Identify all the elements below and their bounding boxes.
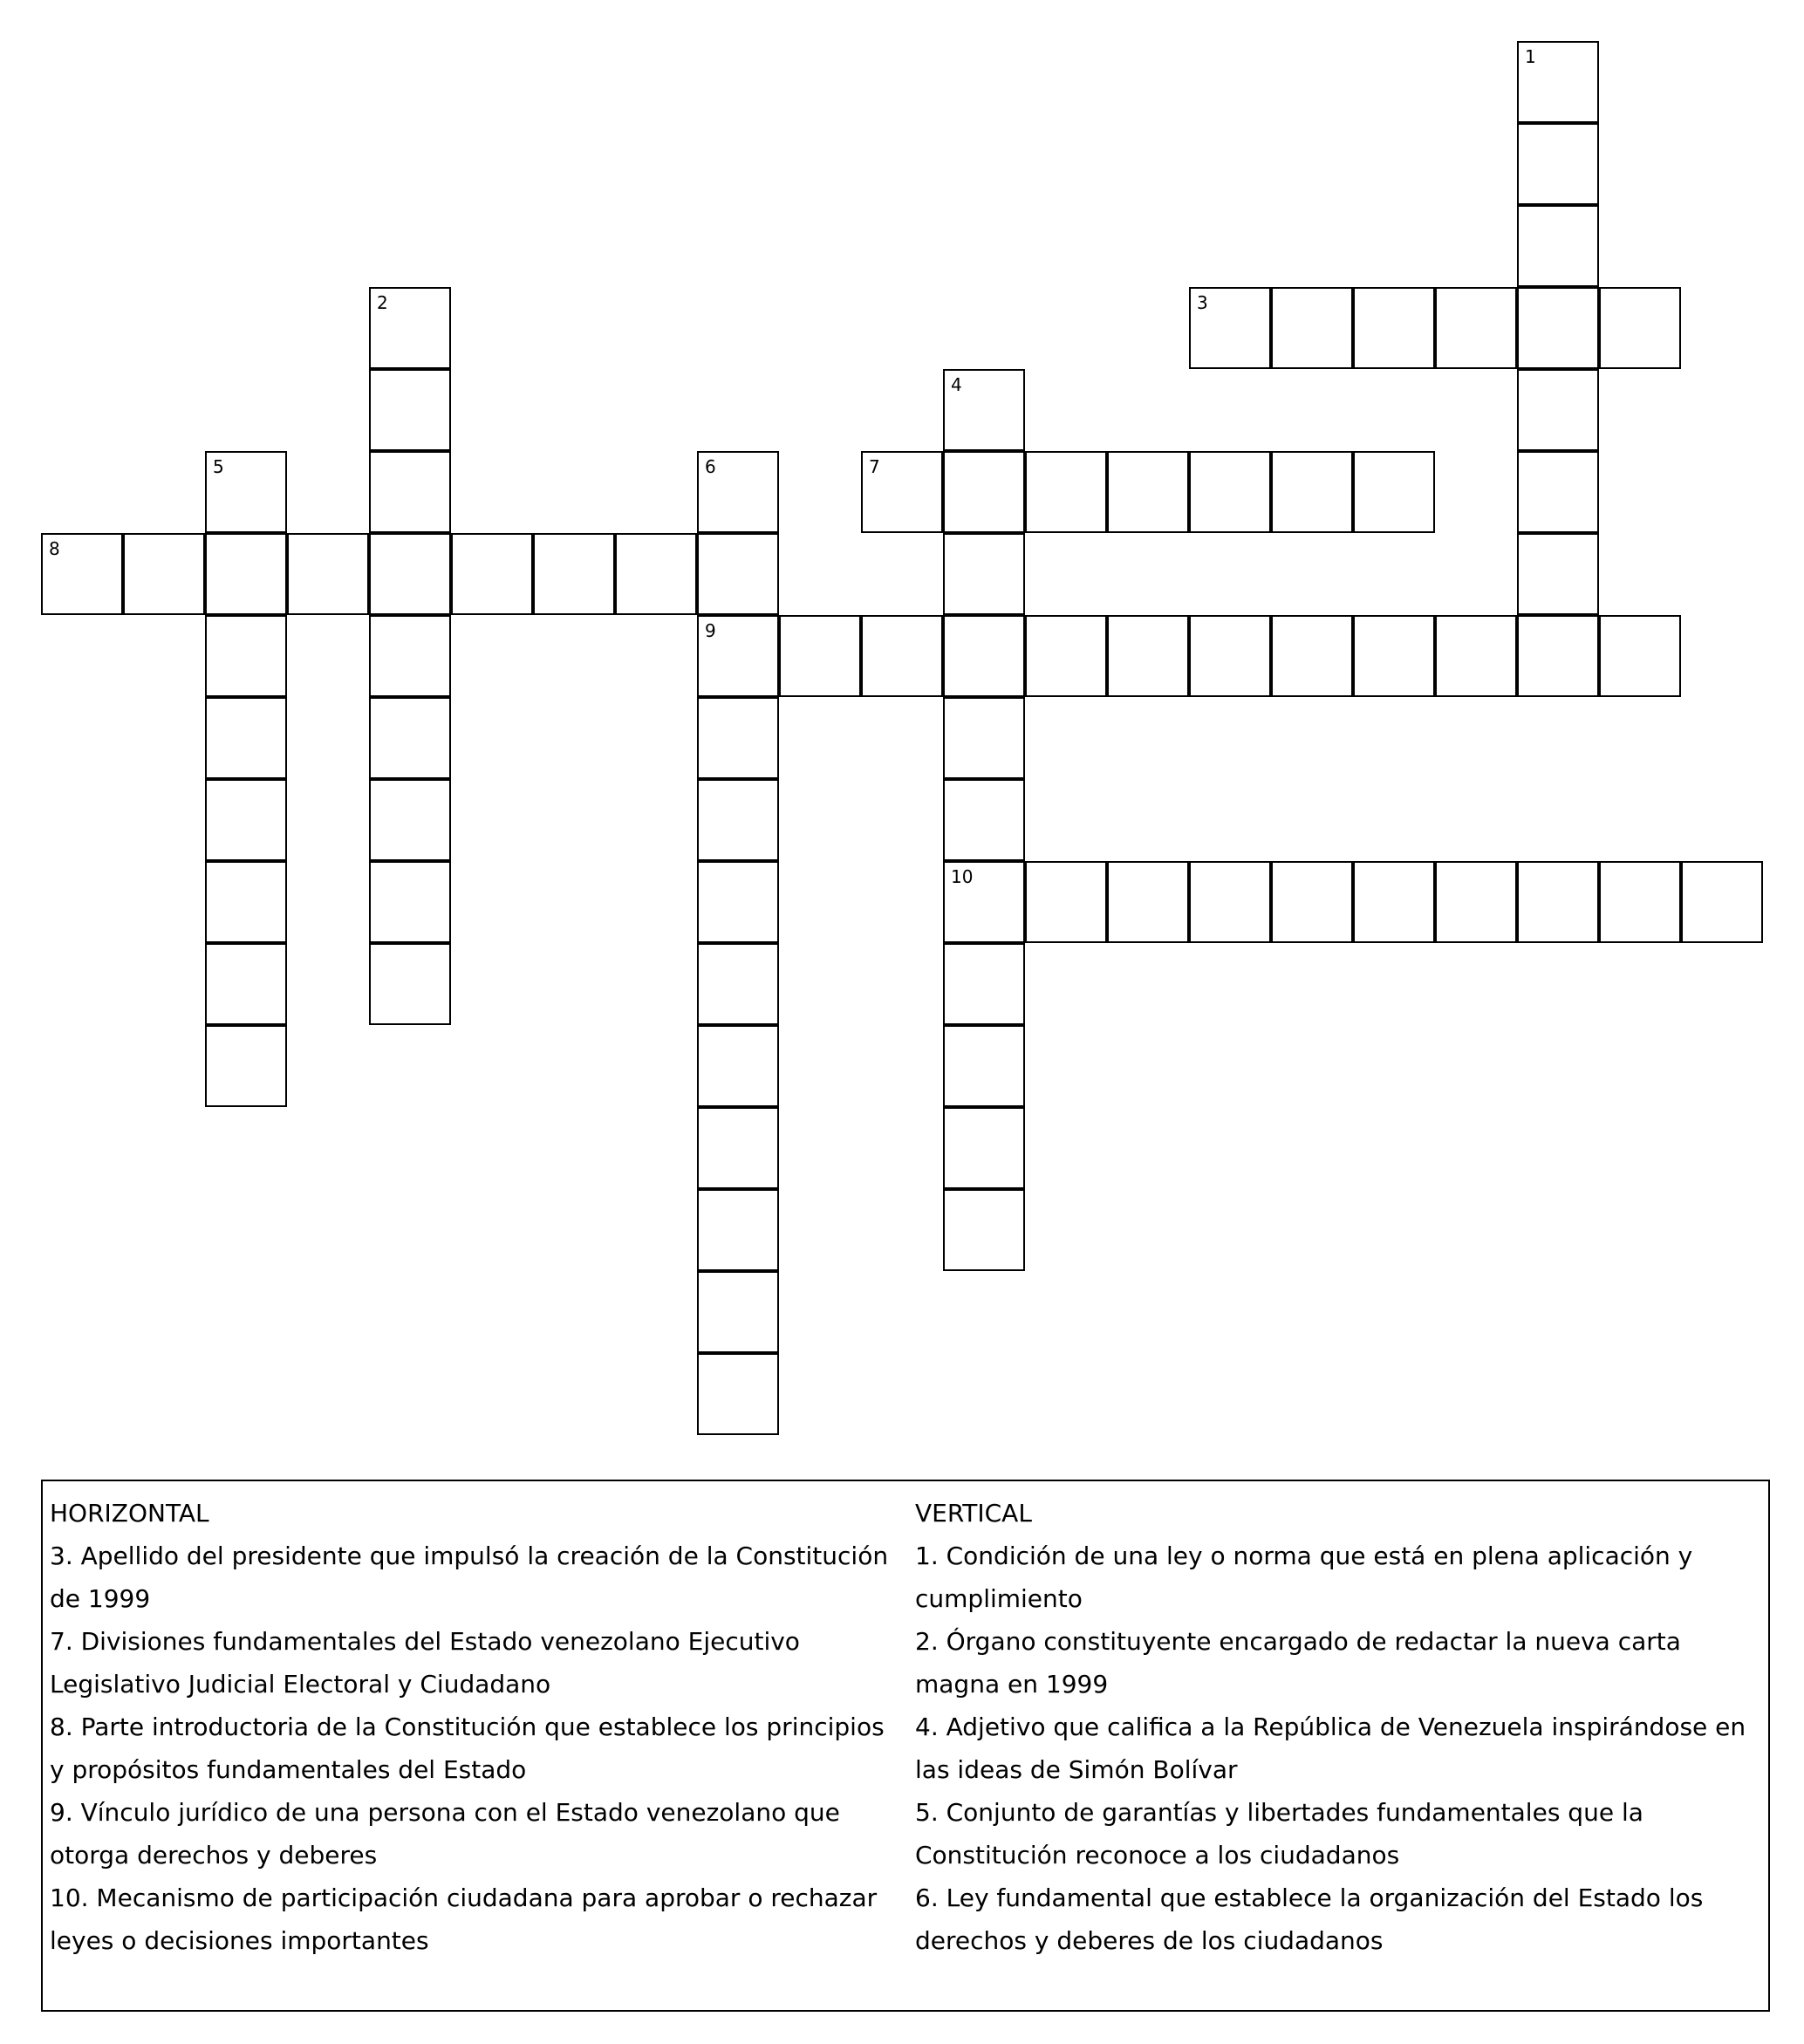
clue-number: 3: [1197, 292, 1208, 313]
crossword-cell[interactable]: [533, 533, 615, 615]
crossword-cell[interactable]: [1025, 861, 1107, 943]
crossword-cell[interactable]: [369, 615, 451, 697]
crossword-cell[interactable]: [943, 1189, 1025, 1271]
crossword-cell[interactable]: [1107, 615, 1189, 697]
crossword-cell[interactable]: [779, 615, 861, 697]
crossword-cell[interactable]: [1189, 615, 1271, 697]
clue-number: 8: [49, 538, 60, 559]
crossword-cell[interactable]: [451, 533, 533, 615]
crossword-cell[interactable]: [697, 1107, 779, 1189]
crossword-cell[interactable]: [697, 1271, 779, 1353]
vertical-clue: 2. Órgano constituyente encargado de redactar la nueva carta magna en 1999: [915, 1627, 1681, 1699]
horizontal-clue: 8. Parte introductoria de la Constitución que establece los principios y propósitos fundamentales del Estado: [50, 1712, 885, 1784]
crossword-cell[interactable]: [943, 861, 1025, 943]
crossword-cell[interactable]: [1599, 861, 1681, 943]
crossword-cell[interactable]: [1271, 615, 1353, 697]
vertical-clue: 6. Ley fundamental que establece la organización del Estado los derechos y deberes de los ciudadanos: [915, 1883, 1704, 1955]
crossword-cell[interactable]: [1353, 451, 1435, 533]
crossword-cell[interactable]: [369, 697, 451, 779]
crossword-cell[interactable]: [943, 943, 1025, 1025]
crossword-cell[interactable]: [1599, 287, 1681, 369]
crossword-cell[interactable]: [1517, 615, 1599, 697]
crossword-cell[interactable]: [369, 287, 451, 369]
clue-number: 1: [1525, 46, 1536, 67]
crossword-cell[interactable]: [1517, 123, 1599, 205]
crossword-cell[interactable]: [1517, 369, 1599, 451]
crossword-cell[interactable]: [697, 1025, 779, 1107]
horizontal-clue: 3. Apellido del presidente que impulsó la creación de la Constitución de 1999: [50, 1542, 889, 1613]
crossword-cell[interactable]: [943, 1025, 1025, 1107]
crossword-cell[interactable]: [1271, 451, 1353, 533]
crossword-cell[interactable]: [205, 533, 287, 615]
crossword-cell[interactable]: [205, 943, 287, 1025]
crossword-cell[interactable]: [205, 451, 287, 533]
crossword-cell[interactable]: [943, 615, 1025, 697]
crossword-cell[interactable]: [943, 779, 1025, 861]
crossword-cell[interactable]: [697, 779, 779, 861]
crossword-cell[interactable]: [943, 369, 1025, 451]
crossword-cell[interactable]: [41, 533, 123, 615]
clue-number: 9: [705, 620, 716, 641]
crossword-cell[interactable]: [1025, 451, 1107, 533]
crossword-cell[interactable]: [1435, 861, 1517, 943]
horizontal-heading: HORIZONTAL: [50, 1499, 209, 1528]
crossword-cell[interactable]: [1189, 287, 1271, 369]
crossword-cell[interactable]: [1271, 861, 1353, 943]
crossword-cell[interactable]: [943, 697, 1025, 779]
vertical-clue: 1. Condición de una ley o norma que está en plena aplicación y cumplimiento: [915, 1542, 1693, 1613]
crossword-cell[interactable]: [369, 943, 451, 1025]
clue-number: 7: [869, 456, 880, 477]
crossword-cell[interactable]: [1517, 205, 1599, 287]
horizontal-clues: [50, 1492, 900, 1962]
crossword-cell[interactable]: [697, 1189, 779, 1271]
clue-number: 10: [951, 866, 974, 887]
crossword-cell[interactable]: [615, 533, 697, 615]
vertical-clue: 4. Adjetivo que califica a la República de Venezuela inspirándose en las ideas de Simón Bolívar: [915, 1712, 1746, 1784]
crossword-cell[interactable]: [697, 533, 779, 615]
crossword-cell[interactable]: [1599, 615, 1681, 697]
crossword-cell[interactable]: [123, 533, 205, 615]
crossword-cell[interactable]: [943, 451, 1025, 533]
crossword-cell[interactable]: [697, 615, 779, 697]
clue-number: 4: [951, 374, 962, 395]
crossword-cell[interactable]: [697, 451, 779, 533]
crossword-cell[interactable]: [1517, 287, 1599, 369]
horizontal-clue: 7. Divisiones fundamentales del Estado venezolano Ejecutivo Legislativo Judicial Electoral y Ciudadano: [50, 1627, 800, 1699]
crossword-cell[interactable]: [1189, 451, 1271, 533]
crossword-cell[interactable]: [205, 697, 287, 779]
crossword-cell[interactable]: [697, 697, 779, 779]
crossword-cell[interactable]: [1353, 861, 1435, 943]
crossword-cell[interactable]: [1517, 861, 1599, 943]
crossword-cell[interactable]: [369, 861, 451, 943]
crossword-cell[interactable]: [1435, 287, 1517, 369]
crossword-cell[interactable]: [1517, 533, 1599, 615]
vertical-clues: [915, 1492, 1766, 1962]
clues-box: [41, 1480, 1770, 2012]
horizontal-clue: 10. Mecanismo de participación ciudadana para aprobar o rechazar leyes o decisiones importantes: [50, 1883, 878, 1955]
crossword-cell[interactable]: [1107, 861, 1189, 943]
crossword-cell[interactable]: [205, 615, 287, 697]
crossword-cell[interactable]: [697, 1353, 779, 1435]
crossword-cell[interactable]: [1025, 615, 1107, 697]
crossword-cell[interactable]: [943, 1107, 1025, 1189]
crossword-cell[interactable]: [861, 451, 943, 533]
clue-number: 2: [377, 292, 388, 313]
crossword-cell[interactable]: [1271, 287, 1353, 369]
crossword-cell[interactable]: [205, 861, 287, 943]
crossword-cell[interactable]: [861, 615, 943, 697]
crossword-cell[interactable]: [369, 779, 451, 861]
crossword-cell[interactable]: [1517, 451, 1599, 533]
crossword-cell[interactable]: [287, 533, 369, 615]
vertical-clue: 5. Conjunto de garantías y libertades fundamentales que la Constitución reconoce a los ciudadanos: [915, 1798, 1643, 1870]
crossword-cell[interactable]: [943, 533, 1025, 615]
crossword-cell[interactable]: [1353, 287, 1435, 369]
crossword-cell[interactable]: [1353, 615, 1435, 697]
clue-number: 5: [213, 456, 224, 477]
crossword-cell[interactable]: [1435, 615, 1517, 697]
crossword-cell[interactable]: [205, 1025, 287, 1107]
crossword-cell[interactable]: [1189, 861, 1271, 943]
crossword-cell[interactable]: [369, 369, 451, 451]
crossword-cell[interactable]: [1517, 41, 1599, 123]
crossword-cell[interactable]: [369, 451, 451, 533]
horizontal-clue: 9. Vínculo jurídico de una persona con el Estado venezolano que otorga derechos y deberes: [50, 1798, 840, 1870]
clue-number: 6: [705, 456, 716, 477]
crossword-cell[interactable]: [697, 861, 779, 943]
crossword-cell[interactable]: [369, 533, 451, 615]
vertical-heading: VERTICAL: [915, 1499, 1032, 1528]
crossword-cell[interactable]: [1681, 861, 1763, 943]
crossword-cell[interactable]: [1107, 451, 1189, 533]
crossword-cell[interactable]: [697, 943, 779, 1025]
crossword-cell[interactable]: [205, 779, 287, 861]
